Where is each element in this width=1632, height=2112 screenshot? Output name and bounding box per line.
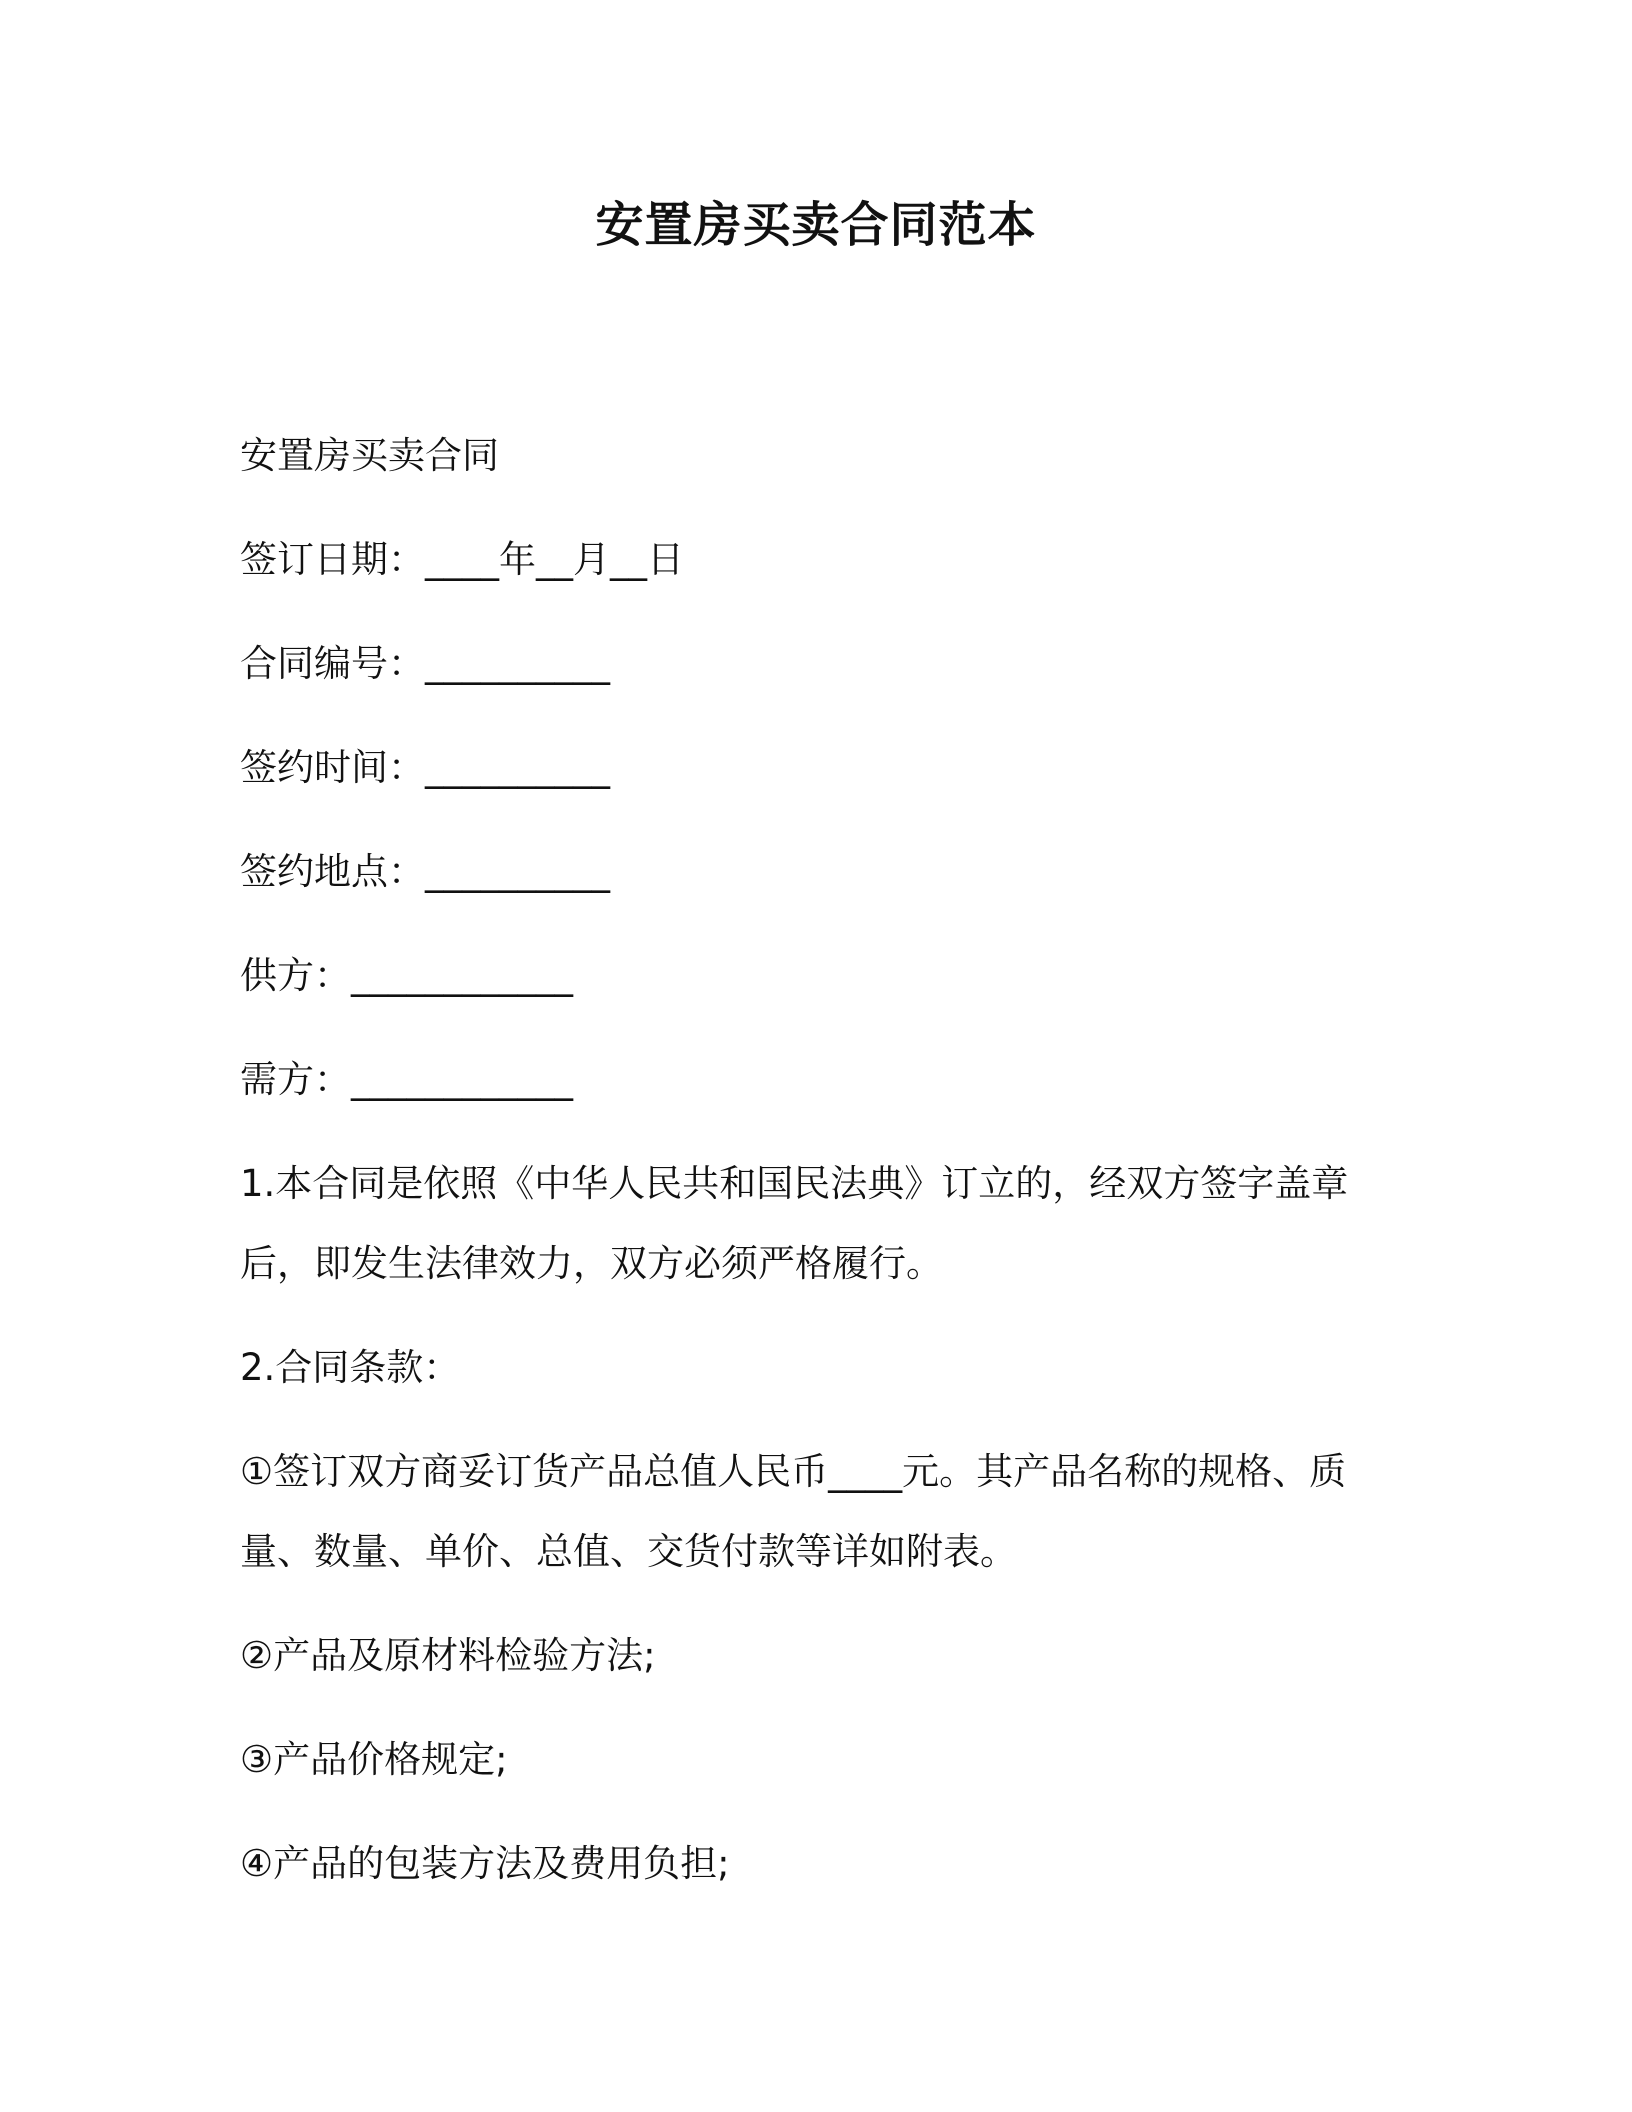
buyer-field: 需方：____________ (240, 1058, 573, 1101)
term-2-paragraph: ②产品及原材料检验方法; (240, 1634, 656, 1677)
clause-1-paragraph: 1.本合同是依照《中华人民共和国民法典》订立的，经双方签字盖章后，即发生法律效力，双方必须严格履行。 (240, 1162, 1349, 1285)
contract-heading: 安置房买卖合同 (240, 434, 499, 477)
term-3-paragraph: ③产品价格规定; (240, 1738, 508, 1781)
document-body (240, 416, 1392, 1928)
signing-date-field: 签订日期：____年__月__日 (240, 538, 684, 581)
clause-2-heading: 2.合同条款： (240, 1346, 461, 1389)
document-title: 安置房买卖合同范本 (595, 197, 1037, 253)
term-1-paragraph: ①签订双方商妥订货产品总值人民币____元。其产品名称的规格、质量、数量、单价、总值、交货付款等详如附表。 (240, 1450, 1347, 1573)
supplier-field: 供方：____________ (240, 954, 573, 997)
signing-time-field: 签约时间：__________ (240, 746, 610, 789)
term-4-paragraph: ④产品的包装方法及费用负担; (240, 1842, 730, 1885)
signing-place-field: 签约地点：__________ (240, 850, 610, 893)
contract-number-field: 合同编号：__________ (240, 642, 610, 685)
